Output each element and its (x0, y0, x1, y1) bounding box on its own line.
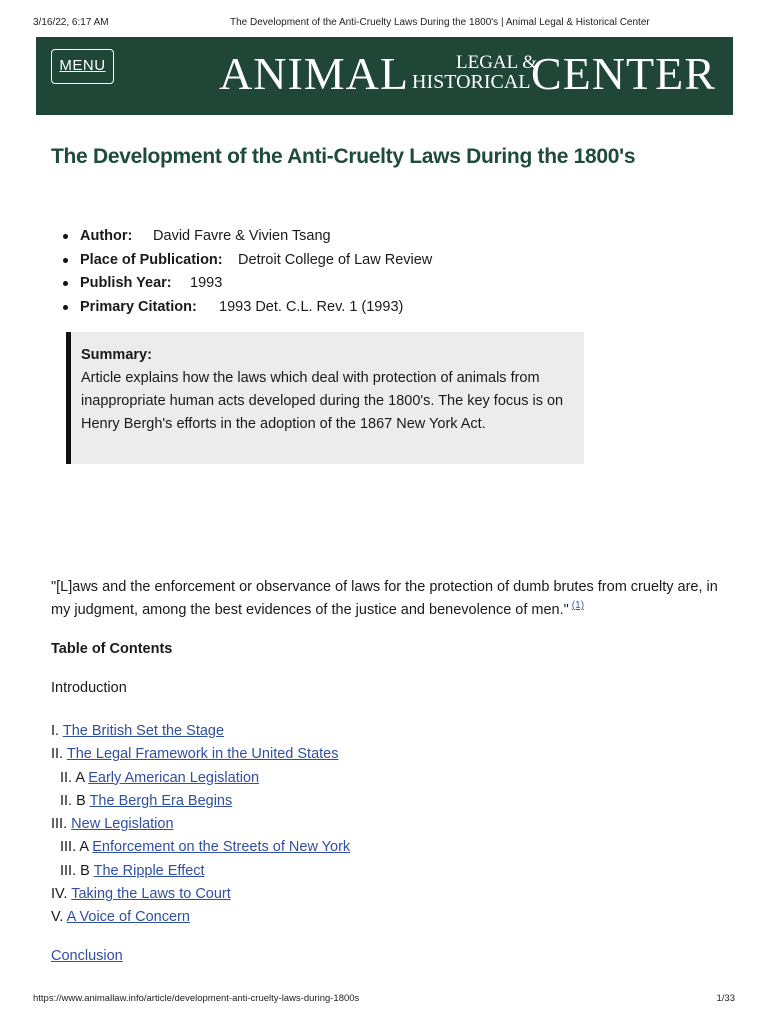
meta-author (63, 225, 432, 249)
toc-item (51, 743, 350, 766)
toc-prefix: III. A (60, 839, 89, 856)
toc-prefix: IV. (51, 886, 68, 903)
toc-link[interactable]: A Voice of Concern (66, 909, 190, 926)
toc-item (51, 836, 350, 859)
toc-introduction: Introduction (51, 680, 127, 696)
table-of-contents (51, 720, 350, 930)
meta-value: 1993 Det. C.L. Rev. 1 (1993) (219, 298, 404, 315)
print-url: https://www.animallaw.info/article/development-anti-cruelty-laws-during-1800s (33, 993, 360, 1004)
logo-word-animal: ANIMAL (219, 48, 409, 99)
menu-button[interactable]: MENU (51, 49, 114, 84)
logo-word-center: CENTER (531, 48, 716, 99)
meta-key: Place of Publication: (80, 251, 223, 268)
meta-key: Author: (80, 228, 133, 244)
toc-item (51, 906, 350, 929)
bullet (63, 281, 68, 286)
toc-link[interactable]: New Legislation (71, 816, 174, 833)
toc-item (51, 860, 350, 883)
meta-value: David Favre & Vivien Tsang (153, 228, 331, 244)
bullet (63, 258, 68, 263)
site-banner (36, 37, 733, 115)
toc-prefix: III. B (60, 862, 90, 879)
toc-conclusion-link[interactable]: Conclusion (51, 948, 123, 964)
opening-quote (51, 576, 731, 622)
meta-value: 1993 (190, 275, 223, 291)
meta-value: Detroit College of Law Review (238, 251, 433, 268)
meta-key: Primary Citation: (80, 298, 197, 315)
meta-year (63, 272, 432, 296)
summary-text: Article explains how the laws which deal with protection of animals from inappropriate human acts developed during the 1800's. The key focus is on Henry Bergh's efforts in the adoption of the 1867 New York Act. (81, 370, 564, 432)
print-header (33, 17, 735, 31)
article-metadata (63, 225, 432, 319)
toc-prefix: II. (51, 746, 64, 763)
toc-prefix: III. (51, 816, 68, 833)
toc-prefix: I. (51, 723, 60, 739)
toc-link[interactable]: Taking the Laws to Court (71, 886, 231, 903)
toc-link[interactable]: The British Set the Stage (62, 723, 225, 739)
meta-key: Publish Year: (80, 275, 172, 291)
meta-place (63, 249, 432, 273)
toc-prefix: II. B (60, 792, 86, 809)
toc-link[interactable]: Enforcement on the Streets of New York (92, 839, 351, 856)
article-title: The Development of the Anti-Cruelty Laws During the 1800's (51, 145, 636, 168)
bullet (63, 305, 68, 310)
toc-link[interactable]: Early American Legislation (88, 769, 260, 786)
print-page-title: The Development of the Anti-Cruelty Laws During the 1800's | Animal Legal & Historical Center (230, 17, 650, 28)
toc-link[interactable]: The Bergh Era Begins (89, 792, 233, 809)
summary-box (66, 332, 584, 464)
print-page-number: 1/33 (716, 993, 735, 1004)
toc-item (51, 883, 350, 906)
toc-item (51, 790, 350, 813)
bullet (63, 234, 68, 239)
print-date: 3/16/22, 6:17 AM (33, 17, 109, 28)
toc-heading: Table of Contents (51, 641, 173, 657)
toc-item (51, 813, 350, 836)
logo-word-legal: LEGAL & (456, 52, 538, 73)
footnote-link[interactable]: (1) (571, 600, 585, 612)
toc-prefix: II. A (60, 769, 85, 786)
toc-item (51, 720, 350, 743)
logo-word-historical: HISTORICAL (412, 71, 531, 93)
toc-prefix: V. (51, 909, 64, 926)
quote-text: "[L]aws and the enforcement or observance of laws for the protection of dumb brutes from cruelty are, in my judgment, among the best evidences of the justice and benevolence of men." (51, 579, 718, 618)
summary-label: Summary: (81, 347, 152, 363)
print-footer (33, 993, 735, 1007)
meta-citation (63, 296, 432, 320)
toc-link[interactable]: The Legal Framework in the United States (66, 746, 339, 763)
toc-item (51, 767, 350, 790)
toc-link[interactable]: The Ripple Effect (93, 862, 205, 879)
